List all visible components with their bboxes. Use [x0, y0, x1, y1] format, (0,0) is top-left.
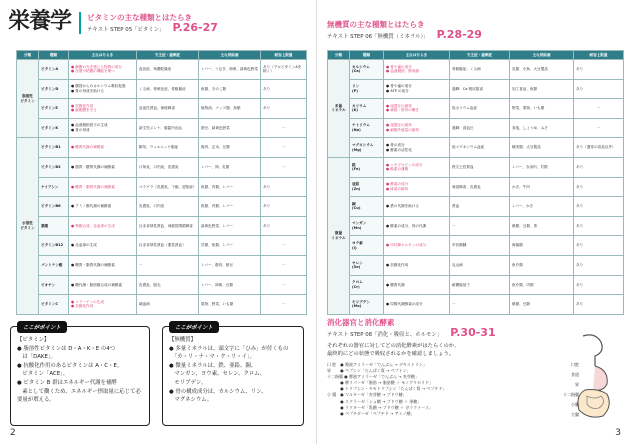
- organ-label: 食道: [571, 372, 579, 377]
- upper-limit-cell: －: [261, 275, 307, 295]
- upper-limit-cell: あり: [261, 177, 307, 197]
- deficiency-cell: 皮膚炎、口内炎: [137, 197, 199, 217]
- lead-line: 最終的にどの状態で吸収されるかを確認しましょう。: [327, 351, 455, 357]
- table-row: [328, 177, 624, 197]
- enzyme-item: ● スクラーゼ「ショ糖 → ブドウ糖 ＋ 果糖」: [327, 398, 422, 404]
- function-cell: ● 糖質代謝の補酵素: [69, 138, 137, 158]
- page-number: 3: [615, 428, 621, 438]
- deficiency-cell: 骨粗鬆症、くる病: [450, 60, 510, 80]
- enzyme-item: 胃 ● ペプシン「たんぱく質 → ペプトン」: [327, 368, 411, 374]
- point-line: は「DAKE」。: [17, 354, 56, 361]
- deficiency-cell: 鉄欠乏性貧血: [450, 157, 510, 177]
- function-cell: ● 赤血球の生成: [69, 236, 137, 256]
- deficiency-cell: くる病、骨軟化症、骨粗鬆症: [137, 79, 199, 99]
- table-header: 欠乏症・過剰症: [450, 51, 510, 60]
- section-title: ビタミンの主な種類とはたらき: [87, 13, 193, 22]
- enzyme-item: ● ペプチダーゼ「ペプチド → アミノ酸」: [327, 410, 415, 416]
- source-cell: 納豆、緑黄色野菜: [199, 118, 261, 138]
- table-row: [17, 118, 307, 138]
- group-cell: 多量 ミネラル: [328, 60, 350, 158]
- upper-limit-cell: あり: [574, 177, 624, 197]
- deficiency-cell: 口角炎、口内炎、皮膚炎: [137, 157, 199, 177]
- table-row: [17, 157, 307, 177]
- deficiency-cell: 巨赤芽球性貧血（悪性貧血）: [137, 236, 199, 256]
- point-line: ● 骨の構成成分は、カルシウム、リン、: [169, 388, 267, 395]
- nutrient-name: ナトリウム (Na): [350, 118, 384, 138]
- digestion-page-reference: P.30-31: [450, 326, 496, 339]
- nutrient-name: ビタミンD: [39, 79, 69, 99]
- page-reference: P.28-29: [436, 28, 482, 41]
- nutrient-name: 銅 (Cu): [350, 197, 384, 217]
- table-row: [328, 99, 624, 119]
- source-cell: 海藻類: [510, 236, 574, 256]
- point-line: モリブデン。: [169, 379, 207, 386]
- table-row: [328, 236, 624, 256]
- upper-limit-cell: －: [261, 236, 307, 256]
- table-header: 耐容上限量: [261, 51, 307, 60]
- function-cell: ● 尿酸代謝酵素の成分: [384, 295, 450, 315]
- upper-limit-cell: あり（プロビタミンAを除く）: [261, 60, 307, 80]
- deficiency-cell: 克山病: [450, 255, 510, 275]
- organ-label: 口腔: [571, 362, 579, 367]
- function-cell: ● 抗酸化作用 ● 細胞膜を守る: [69, 99, 137, 119]
- upper-limit-cell: あり: [574, 157, 624, 177]
- right-header: [327, 20, 482, 41]
- left-header: [8, 10, 218, 34]
- brand-title: 栄養学: [8, 9, 72, 34]
- deficiency-cell: 皮膚炎、脱毛: [137, 275, 199, 295]
- nutrient-name: モリブデン (Mo): [350, 295, 384, 315]
- upper-limit-cell: －: [261, 138, 307, 158]
- section-subtitle: テキスト STEP 06「無機質（ミネラル）」: [327, 34, 429, 40]
- vitamin-table: [16, 50, 307, 315]
- nutrient-name: ビタミンK: [39, 118, 69, 138]
- function-cell: ● 核酸合成、赤血球の生成: [69, 216, 137, 236]
- function-cell: ● 糖代謝・脂肪酸合成の補酵素: [69, 275, 137, 295]
- nutrient-name: ビタミンE: [39, 99, 69, 119]
- source-cell: レバー、かき: [510, 197, 574, 217]
- upper-limit-cell: －: [574, 118, 624, 138]
- digestion-subtitle: テキスト STEP 08「消化・吸収と、ホルモン」: [327, 332, 443, 338]
- nutrient-name: ナイアシン: [39, 177, 69, 197]
- source-cell: 種実類、大豆製品: [510, 138, 574, 158]
- deficiency-cell: －: [137, 255, 199, 275]
- upper-limit-cell: あり: [574, 79, 624, 99]
- table-row: [17, 138, 307, 158]
- table-row: [328, 216, 624, 236]
- source-cell: 乳類、小魚、大豆製品: [510, 60, 574, 80]
- organ-label: 大腸: [571, 412, 579, 417]
- function-cell: ● アミノ酸代謝の補酵素: [69, 197, 137, 217]
- enzyme-item: 小 腸 ● マルターゼ「麦芽糖 → ブドウ糖」: [327, 392, 407, 398]
- upper-limit-cell: －: [261, 157, 307, 177]
- point-line: マンガン、ヨウ素、セレン、クロム、: [169, 371, 266, 378]
- upper-limit-cell: あり（通常の食品以外）: [574, 138, 624, 158]
- point-box-vitamin: [10, 326, 150, 426]
- upper-limit-cell: －: [574, 99, 624, 119]
- source-cell: 穀類、豆類: [510, 295, 574, 315]
- group-cell: 水溶性 ビタミン: [17, 138, 39, 314]
- point-line: 素として働くため、エネルギー摂取量に応じて必要量が増える。: [17, 388, 141, 404]
- function-cell: ● 網膜の光を感じる物質の成分 ● 皮膚や粘膜の機能を保つ: [69, 60, 137, 80]
- source-cell: 加工食品、魚類: [510, 79, 574, 99]
- source-cell: 魚類、肉類、レバー: [199, 177, 261, 197]
- function-cell: ● 糖質代謝: [384, 275, 450, 295]
- page-number: 2: [10, 428, 16, 438]
- point-line: ビタミン「ACE」。: [17, 371, 69, 378]
- table-row: [328, 138, 624, 158]
- source-cell: 野菜、果物、いも類: [510, 99, 574, 119]
- mineral-table: [327, 50, 624, 315]
- organ-label: 十二指腸: [563, 392, 579, 397]
- nutrient-name: ヨウ素 (I): [350, 236, 384, 256]
- nutrient-name: ビタミンA: [39, 60, 69, 80]
- upper-limit-cell: あり: [574, 295, 624, 315]
- source-cell: 豚肉、玄米、豆類: [199, 138, 261, 158]
- table-row: [328, 295, 624, 315]
- source-cell: レバー、鶏肉、納豆: [199, 255, 261, 275]
- nutrient-name: マグネシウム (Mg): [350, 138, 384, 158]
- upper-limit-cell: あり: [574, 60, 624, 80]
- function-cell: ● 浸透圧の維持 ● 神経・筋肉の働き: [384, 99, 450, 119]
- table-header: 欠乏症・過剰症: [137, 51, 199, 60]
- nutrient-name: ビタミンB12: [39, 236, 69, 256]
- table-header: 主なはたらき: [384, 51, 450, 60]
- point-line: 「カ・リ・ナ・マ・ク・リ・イ」。: [169, 354, 256, 361]
- function-cell: ● 血液凝固因子の生成 ● 骨の形成: [69, 118, 137, 138]
- group-cell: 微量 ミネラル: [328, 157, 350, 314]
- table-row: [328, 79, 624, 99]
- nutrient-name: 亜鉛 (Zn): [350, 177, 384, 197]
- point-line: ● 抗酸化作用のあるビタミンは A・C・E。: [17, 362, 123, 369]
- table-row: [17, 60, 307, 80]
- upper-limit-cell: あり: [574, 236, 624, 256]
- nutrient-name: パントテン酸: [39, 255, 69, 275]
- section-subtitle: テキスト STEP 05「ビタミン」: [87, 27, 165, 33]
- table-row: [328, 255, 624, 275]
- table-row: [17, 216, 307, 236]
- table-row: [17, 99, 307, 119]
- nutrient-name: ビタミンB6: [39, 197, 69, 217]
- source-cell: レバー、赤身肉、貝類: [510, 157, 574, 177]
- upper-limit-cell: あり: [261, 79, 307, 99]
- right-page: [316, 0, 631, 444]
- table-row: [328, 275, 624, 295]
- nutrient-name: ビタミンB2: [39, 157, 69, 177]
- deficiency-cell: －: [450, 295, 510, 315]
- source-cell: 魚介類、肉類: [510, 275, 574, 295]
- upper-limit-cell: －: [261, 255, 307, 275]
- upper-limit-cell: あり: [574, 216, 624, 236]
- table-row: [328, 197, 624, 217]
- upper-limit-cell: あり: [261, 99, 307, 119]
- nutrient-name: リン (P): [350, 79, 384, 99]
- group-cell: 脂溶性 ビタミン: [17, 60, 39, 138]
- enzyme-item: ● トリプシン・キモトリプシン「たんぱく質 → ペプチド」: [327, 386, 447, 392]
- table-row: [328, 118, 624, 138]
- point-line: ● ビタミン B 群はエネルギー代謝を補酵: [17, 379, 117, 386]
- nutrient-name: ビタミンC: [39, 295, 69, 315]
- source-cell: 魚類、肉類、レバー: [199, 197, 261, 217]
- function-cell: ● 抗酸化作用: [384, 255, 450, 275]
- function-cell: ● 甲状腺ホルモンの成分: [384, 236, 450, 256]
- function-cell: ● コラーゲンの生成 ● 抗酸化作用: [69, 295, 137, 315]
- function-cell: ● 骨の成分 ● 酵素の活性化: [384, 138, 450, 158]
- point-heading: 【ビタミン】: [17, 337, 50, 343]
- lead-line: それぞれの器官に対してどの消化酵素がはたらくのか、: [327, 343, 460, 349]
- deficiency-cell: 壊血病: [137, 295, 199, 315]
- source-cell: 食塩、しょうゆ、みそ: [510, 118, 574, 138]
- point-tag: ここがポイント: [169, 321, 219, 333]
- source-cell: 穀類、豆類、茶: [510, 216, 574, 236]
- upper-limit-cell: －: [261, 118, 307, 138]
- nutrient-name: 鉄 (Fe): [350, 157, 384, 177]
- deficiency-cell: 低カリウム血症: [450, 99, 510, 119]
- nutrient-name: クロム (Cr): [350, 275, 384, 295]
- digestion-header: [327, 318, 496, 339]
- function-cell: ● 腸管からのカルシウム吸収促進 ● 骨の形成を助ける: [69, 79, 137, 99]
- deficiency-cell: 溶血性貧血、神経障害: [137, 99, 199, 119]
- upper-limit-cell: あり: [261, 216, 307, 236]
- table-row: [328, 157, 624, 177]
- source-cell: 貝類、魚類、レバー: [199, 236, 261, 256]
- enzyme-item: 口 腔 ● 唾液アミラーゼ「でんぷん → デキストリン」: [327, 362, 427, 367]
- deficiency-cell: 巨赤芽球性貧血、神経管閉鎖障害: [137, 216, 199, 236]
- deficiency-cell: 耐糖能低下: [450, 275, 510, 295]
- function-cell: ● 糖質・脂質代謝の補酵素: [69, 255, 137, 275]
- function-cell: ● 糖質・脂質代謝の補酵素: [69, 177, 137, 197]
- table-header: 主なはたらき: [69, 51, 137, 60]
- function-cell: ● 酵素の成分 ● 味覚の維持: [384, 177, 450, 197]
- point-heading: 【無機質】: [169, 337, 196, 343]
- nutrient-name: カリウム (K): [350, 99, 384, 119]
- table-row: [328, 60, 624, 80]
- nutrient-name: 葉酸: [39, 216, 69, 236]
- nutrient-name: ビオチン: [39, 275, 69, 295]
- deficiency-cell: 新生児メレナ、頭蓋内出血: [137, 118, 199, 138]
- function-cell: ● 酵素の成分、骨の代謝: [384, 216, 450, 236]
- deficiency-cell: 味覚障害、皮膚炎: [450, 177, 510, 197]
- point-line: ● 多量ミネラルは、頭文字に「ひみ」が付くもの: [169, 345, 289, 352]
- deficiency-cell: 貧血: [450, 197, 510, 217]
- enzyme-item: 十二指腸 ● 膵液アミラーゼ「でんぷん → 麦芽糖」: [327, 374, 419, 380]
- enzyme-item: ● ラクターゼ「乳糖 → ブドウ糖 ＋ ガラクトース」: [327, 404, 434, 410]
- function-cell: ● 骨や歯の成分 ● 血液凝固、筋収縮: [384, 60, 450, 80]
- source-cell: レバー、卵黄、豆類: [199, 275, 261, 295]
- enzyme-list: [327, 362, 547, 417]
- function-cell: ● 脂質・糖質代謝の補酵素: [69, 157, 137, 177]
- source-cell: レバー、うなぎ、卵黄、緑黄色野菜: [199, 60, 261, 80]
- table-header: 耐容上限量: [574, 51, 624, 60]
- section-title: 無機質の主な種類とはたらき: [327, 20, 425, 29]
- nutrient-name: マンガン (Mn): [350, 216, 384, 236]
- source-cell: 果物、野菜、いも類: [199, 295, 261, 315]
- nutrient-name: セレン (Se): [350, 255, 384, 275]
- upper-limit-cell: －: [261, 295, 307, 315]
- deficiency-cell: －: [450, 216, 510, 236]
- source-cell: レバー、卵、乳類: [199, 157, 261, 177]
- point-box-mineral: [162, 326, 304, 426]
- page-reference: P.26-27: [172, 21, 218, 34]
- function-cell: ● 鉄の代謝を助ける: [384, 197, 450, 217]
- enzyme-item: ● 膵リパーゼ「脂肪 → 脂肪酸 ＋ モノグリセリド」: [327, 380, 434, 386]
- deficiency-cell: 過剰：高血圧: [450, 118, 510, 138]
- source-cell: 緑黄色野菜、レバー: [199, 216, 261, 236]
- deficiency-cell: 低マグネシウム血症: [450, 138, 510, 158]
- digestion-lead: [327, 342, 547, 358]
- point-line: ● 微量ミネラルは、鉄、亜鉛、銅、: [169, 362, 257, 369]
- deficiency-cell: 甲状腺腫: [450, 236, 510, 256]
- nutrient-name: カルシウム (Ca): [350, 60, 384, 80]
- table-row: [17, 79, 307, 99]
- table-header: 種類: [39, 51, 69, 60]
- upper-limit-cell: あり: [574, 255, 624, 275]
- table-row: [17, 295, 307, 315]
- table-header: 主な供給源: [510, 51, 574, 60]
- deficiency-cell: 夜盲症、角膜乾燥症: [137, 60, 199, 80]
- table-row: [17, 236, 307, 256]
- table-header: 分類: [328, 51, 350, 60]
- deficiency-cell: 脚気、ウェルニッケ脳症: [137, 138, 199, 158]
- table-header: 種類: [350, 51, 384, 60]
- digestion-title: 消化器官と消化酵素: [327, 318, 395, 327]
- table-row: [17, 177, 307, 197]
- nutrient-name: ビタミンB1: [39, 138, 69, 158]
- organ-label: 小腸: [571, 402, 579, 407]
- source-cell: 魚介類: [510, 255, 574, 275]
- source-cell: 植物油、ナッツ類、魚類: [199, 99, 261, 119]
- source-cell: 魚類、きのこ類: [199, 79, 261, 99]
- upper-limit-cell: あり: [574, 197, 624, 217]
- function-cell: ● ヘモグロビンの成分 ● 酸素の運搬: [384, 157, 450, 177]
- organ-label: 胃: [575, 382, 579, 387]
- table-row: [17, 197, 307, 217]
- table-row: [17, 275, 307, 295]
- deficiency-cell: ペラグラ（皮膚炎、下痢、認知症）: [137, 177, 199, 197]
- function-cell: ● 浸透圧の維持 ● 細胞外液量の維持: [384, 118, 450, 138]
- upper-limit-cell: あり: [574, 275, 624, 295]
- upper-limit-cell: あり: [261, 197, 307, 217]
- table-row: [17, 255, 307, 275]
- source-cell: かき、牛肉: [510, 177, 574, 197]
- function-cell: ● 骨や歯の成分 ● ATP の成分: [384, 79, 450, 99]
- table-header: 分類: [17, 51, 39, 60]
- deficiency-cell: 過剰：Ca 吸収阻害: [450, 79, 510, 99]
- table-header: 主な供給源: [199, 51, 261, 60]
- point-line: ● 脂溶性ビタミンは D・A・K・E の4つ: [17, 345, 116, 352]
- point-tag: ここがポイント: [17, 321, 67, 333]
- point-line: マグネシウム。: [169, 397, 213, 404]
